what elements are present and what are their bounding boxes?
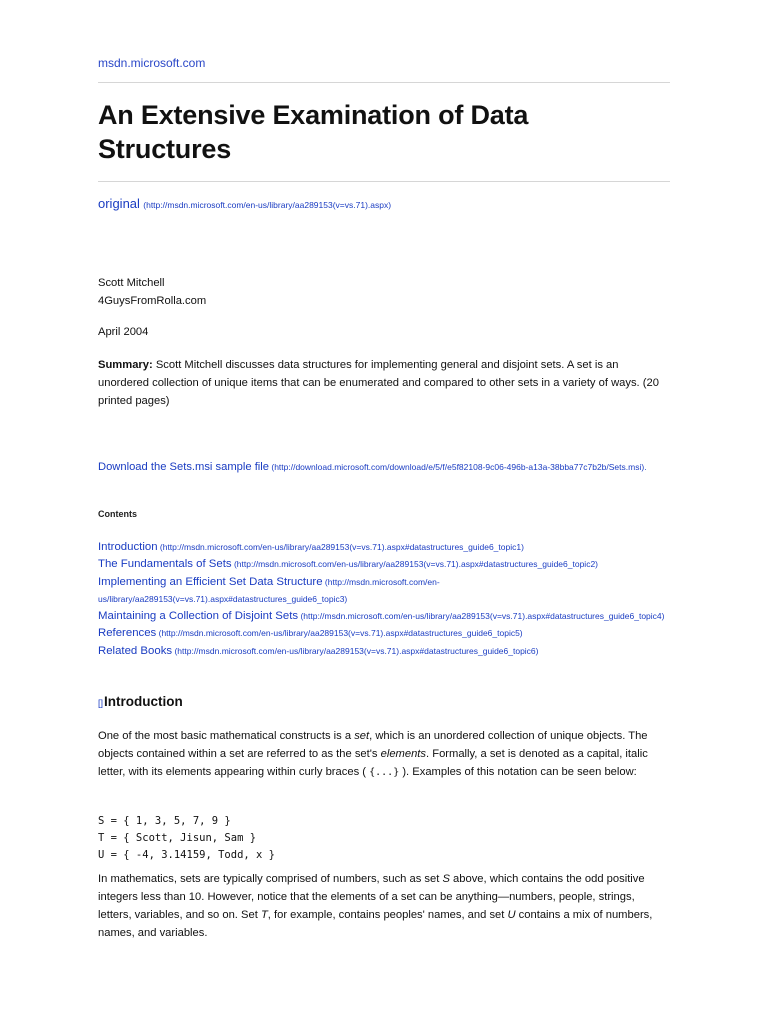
- braces-code: {...}: [369, 767, 400, 778]
- download-url: (http://download.microsoft.com/download/e/5/f/e5f82108-9c06-496b-a13a-38bba77c7b2b/Sets.msi): [269, 462, 645, 472]
- toc-item: [98, 608, 670, 625]
- toc-link-related-books[interactable]: Related Books: [98, 644, 173, 657]
- body-paragraph: In mathematics, sets are typically comprised of numbers, such as set S above, which contains the odd positive integers less than 10. However, notice that the elements of a set can be anything—numbers, people, strings, letters, variables, and so on. Set T, for example, contains peoples' names, and set U contains a mix of numbers, names, and variables.: [98, 873, 653, 939]
- toc-link-implementing[interactable]: Implementing an Efficient Set Data Structure: [98, 575, 323, 588]
- toc-url: (http://msdn.microsoft.com/en-us/library/aa289153(v=vs.71).aspx#datastructures_guide6_topic4): [298, 611, 665, 622]
- divider: [98, 181, 670, 182]
- intro-paragraph: One of the most basic mathematical constructs is a set, which is an unordered collection of unique objects. The objects contained within a set are referred to as the set's elements. Formally, a set is denoted as a capital, italic letter, with its elements appearing within curly braces ( {...} ). Examples of this notation can be seen below:: [98, 730, 648, 778]
- toc-url: (http://msdn.microsoft.com/en-us/library/aa289153(v=vs.71).aspx#datastructures_guide6_topic5): [156, 628, 523, 639]
- byline: [98, 274, 206, 310]
- toc-url: (http://msdn.microsoft.com/en-us/library/aa289153(v=vs.71).aspx#datastructures_guide6_topic3): [98, 576, 440, 604]
- toc-item: [98, 625, 670, 642]
- title-line-2: Structures: [98, 134, 232, 164]
- toc-item: [98, 574, 670, 609]
- term-set: set: [354, 730, 370, 742]
- original-url: (http://msdn.microsoft.com/en-us/library/aa289153(v=vs.71).aspx): [143, 200, 392, 210]
- toc-link-disjoint-sets[interactable]: Maintaining a Collection of Disjoint Sets: [98, 610, 299, 623]
- code-line: S = { 1, 3, 5, 7, 9 }: [98, 815, 231, 827]
- author-name: Scott Mitchell: [98, 277, 165, 289]
- table-of-contents: [98, 539, 670, 660]
- toc-item: [98, 556, 670, 573]
- toc-url: (http://msdn.microsoft.com/en-us/library/aa289153(v=vs.71).aspx#datastructures_guide6_topic1): [157, 542, 524, 552]
- toc-link-references[interactable]: References: [98, 627, 157, 640]
- code-line: T = { Scott, Jisun, Sam }: [98, 832, 257, 844]
- contents-heading: Contents: [98, 509, 137, 519]
- original-link[interactable]: original: [98, 196, 140, 211]
- author-org: 4GuysFromRolla.com: [98, 295, 207, 307]
- toc-url: (http://msdn.microsoft.com/en-us/library/aa289153(v=vs.71).aspx#datastructures_guide6_topic6): [172, 645, 539, 656]
- anchor-marker[interactable]: []: [98, 698, 104, 708]
- toc-item: [98, 643, 670, 660]
- toc-url: (http://msdn.microsoft.com/en-us/library/aa289153(v=vs.71).aspx#datastructures_guide6_topic2): [231, 559, 599, 570]
- divider: [98, 82, 670, 83]
- summary-text: Scott Mitchell discusses data structures for implementing general and disjoint sets. A set is an unordered collection of unique items that can be enumerated and compared to other sets in a variety of ways. (20 printed pages): [98, 359, 659, 407]
- section-heading: [98, 694, 183, 709]
- site-name: msdn.microsoft.com: [98, 56, 206, 70]
- original-link-line: [98, 196, 391, 211]
- download-link[interactable]: Download the Sets.msi sample file: [98, 461, 269, 473]
- toc-link-introduction[interactable]: Introduction: [98, 541, 158, 553]
- toc-link-fundamentals[interactable]: The Fundamentals of Sets: [98, 558, 232, 571]
- summary-paragraph: [98, 356, 670, 410]
- page-title: [98, 98, 528, 166]
- term-elements: elements: [380, 748, 427, 760]
- section-title: Introduction: [104, 694, 183, 709]
- toc-item: [98, 539, 670, 556]
- code-block: [98, 813, 275, 864]
- download-line: Download the Sets.msi sample file (http://download.microsoft.com/download/e/5/f/e5f82108-9c06-496b-a13a-38bba77c7b2b/Sets.msi).: [98, 461, 647, 473]
- title-line-1: An Extensive Examination of Data: [98, 100, 529, 130]
- publish-date: April 2004: [98, 326, 149, 338]
- code-line: U = { -4, 3.14159, Todd, x }: [98, 849, 276, 861]
- summary-label: Summary:: [98, 359, 153, 371]
